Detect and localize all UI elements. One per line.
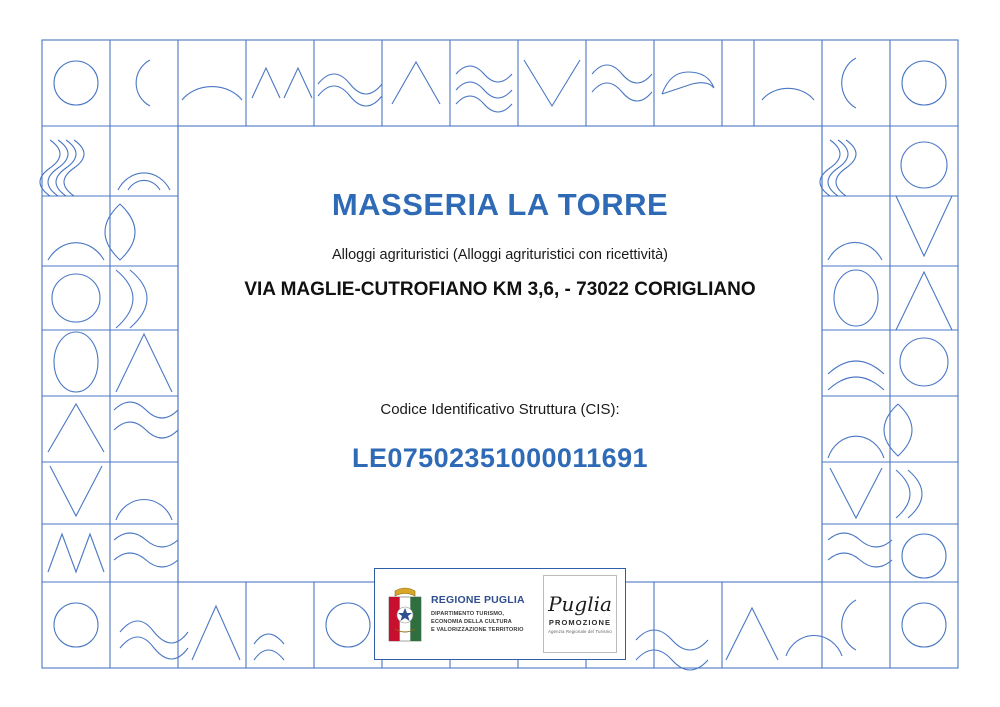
cis-label: Codice Identificativo Struttura (CIS):	[380, 401, 620, 419]
regione-subtitle-line-2: ECONOMIA DELLA CULTURA	[431, 619, 512, 625]
regione-subtitle-line-1: DIPARTIMENTO TURISMO,	[431, 610, 505, 617]
regione-puglia-crest-icon	[387, 585, 423, 643]
footer-logo-plate	[374, 568, 626, 660]
puglia-wordmark: Puglia	[548, 592, 612, 616]
cis-code-value: LE07502351000011691	[352, 443, 648, 474]
address-label: VIA MAGLIE-CUTROFIANO KM 3,6, - 73022 CORIGLIANO	[244, 279, 756, 301]
puglia-promozione-label: PROMOZIONE	[548, 618, 612, 627]
certificate-content	[180, 120, 820, 560]
puglia-agency-label: Agenzia Regionale del Turismo	[548, 629, 612, 634]
category-label: Alloggi agrituristici (Alloggi agrituristici con ricettività)	[331, 247, 669, 264]
puglia-promozione-logo	[543, 575, 617, 653]
regione-title: REGIONE PUGLIA	[431, 593, 525, 606]
regione-subtitle-line-3: E VALORIZZAZIONE TERRITORIO	[431, 627, 524, 634]
regione-subtitle	[431, 610, 539, 634]
page-title: MASSERIA LA TORRE	[331, 187, 669, 222]
regione-text-block	[431, 594, 539, 634]
